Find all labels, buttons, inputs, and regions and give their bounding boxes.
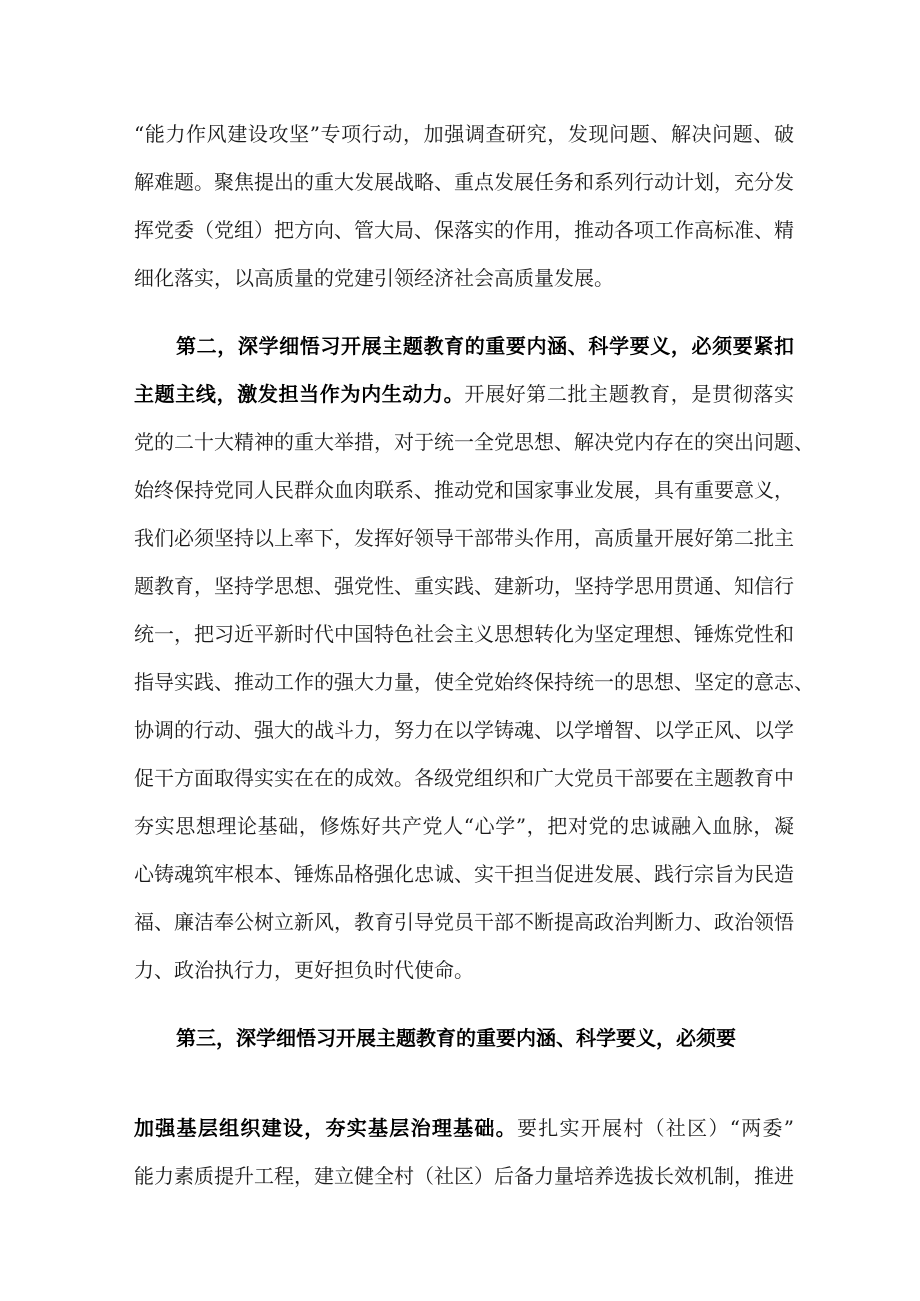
body-text: 开展好第二批主题教育，是贯彻落实 bbox=[464, 382, 795, 406]
body-text: 要扎实开展村（社区）“两委” bbox=[516, 1116, 795, 1140]
section-heading-line: 第三，深学细悟习开展主题教育的重要内涵、科学要义，必须要 bbox=[176, 1026, 736, 1050]
text-line: 能力素质提升工程，建立健全村（社区）后备力量培养选拔长效机制，推进 bbox=[134, 1164, 794, 1188]
text-line: 解难题。聚焦提出的重大发展战略、重点发展任务和系列行动计划，充分发 bbox=[134, 170, 794, 194]
text-line: 指导实践、推动工作的强大力量，使全党始终保持统一的思想、坚定的意志、 bbox=[134, 670, 814, 694]
text-line bbox=[134, 382, 794, 406]
section-heading-text: 加强基层组织建设，夯实基层治理基础。 bbox=[134, 1116, 517, 1140]
text-line: 我们必须坚持以上率下，发挥好领导干部带头作用，高质量开展好第二批主 bbox=[134, 526, 794, 550]
text-line: 挥党委（党组）把方向、管大局、保落实的作用，推动各项工作高标准、精 bbox=[134, 218, 794, 242]
text-line: “能力作风建设攻坚”专项行动，加强调查研究，发现问题、解决问题、破 bbox=[134, 122, 794, 146]
section-heading-text: 主题主线，激发担当作为内生动力。 bbox=[134, 382, 465, 406]
text-line: 心铸魂筑牢根本、锤炼品格强化忠诚、实干担当促进发展、践行宗旨为民造 bbox=[134, 862, 794, 886]
text-line: 细化落实，以高质量的党建引领经济社会高质量发展。 bbox=[134, 266, 614, 290]
text-line: 题教育，坚持学思想、强党性、重实践、建新功，坚持学思用贯通、知信行 bbox=[134, 574, 794, 598]
text-line: 力、政治执行力，更好担负时代使命。 bbox=[134, 958, 474, 982]
text-line: 福、廉洁奉公树立新风，教育引导党员干部不断提高政治判断力、政治领悟 bbox=[134, 910, 794, 934]
section-heading-line: 第二，深学细悟习开展主题教育的重要内涵、科学要义，必须要紧扣 bbox=[176, 334, 794, 358]
text-line: 统一，把习近平新时代中国特色社会主义思想转化为坚定理想、锤炼党性和 bbox=[134, 622, 794, 646]
text-line: 党的二十大精神的重大举措，对于统一全党思想、解决党内存在的突出问题、 bbox=[134, 430, 814, 454]
text-line: 始终保持党同人民群众血肉联系、推动党和国家事业发展，具有重要意义， bbox=[134, 478, 794, 502]
text-line: 夯实思想理论基础，修炼好共产党人“心学”，把对党的忠诚融入血脉，凝 bbox=[134, 814, 794, 838]
text-line: 促干方面取得实实在在的成效。各级党组织和广大党员干部要在主题教育中 bbox=[134, 766, 794, 790]
text-line bbox=[134, 1116, 794, 1140]
text-line: 协调的行动、强大的战斗力，努力在以学铸魂、以学增智、以学正风、以学 bbox=[134, 718, 794, 742]
